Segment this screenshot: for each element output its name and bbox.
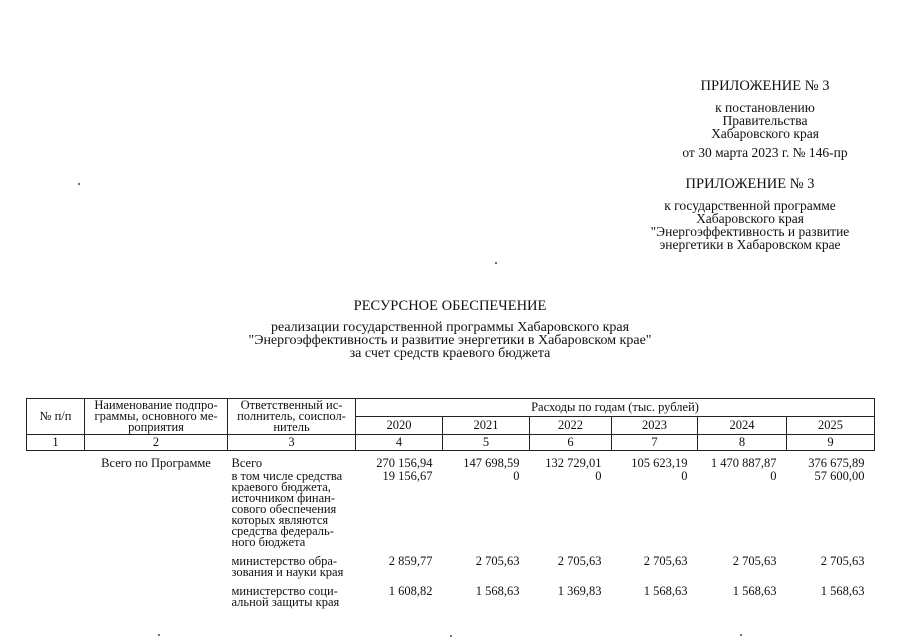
scan-speck [158,634,160,636]
table-row [27,457,875,470]
value-cell: 270 156,94 [376,456,433,470]
scan-speck [495,262,497,264]
row-name [85,585,228,609]
appendix-title: ПРИЛОЖЕНИЕ № 3 [700,78,830,94]
table-row [27,470,875,549]
appendix-line: к постановлению [715,100,815,115]
appendix-line: "Энергоэффективность и развитие [650,224,850,239]
document-title [200,300,700,360]
header-executor: Ответственный ис-полнитель, соиспол-нитель [228,399,356,435]
value-cell: 1 369,83 [557,584,602,598]
column-number: 5 [443,435,530,451]
header-name: Наименование подпро-граммы, основного ме-роприятия [85,399,228,435]
table-row [27,555,875,579]
column-number: 8 [698,435,787,451]
value-cell: 376 675,89 [808,456,865,470]
row-executor: министерство обра-зования и науки края [231,554,344,579]
appendix-title: ПРИЛОЖЕНИЕ № 3 [685,176,815,192]
row-executor: министерство соци-альной защиты края [231,584,340,609]
value-cell: 0 [595,469,602,483]
table-row [27,585,875,609]
appendix-line: Хабаровского края [696,211,804,226]
column-number: 7 [612,435,698,451]
value-cell: 2 705,63 [643,554,688,568]
value-cell: 2 705,63 [820,554,865,568]
value-cell: 0 [770,469,777,483]
value-cell: 1 470 887,87 [710,456,777,470]
header-year: 2025 [787,417,875,435]
appendix-date: от 30 марта 2023 г. № 146-пр [682,145,848,160]
document-title-line: реализации государственной программы Хабаровского края [270,320,630,335]
document-title-line: за счет средств краевого бюджета [349,346,551,361]
scan-speck [450,635,452,637]
column-number: 1 [27,435,85,451]
scan-speck [740,634,742,636]
header-expenses: Расходы по годам (тыс. рублей) [356,399,875,417]
header-year: 2022 [530,417,612,435]
appendix-line: к государственной программе [664,198,836,213]
value-cell: 1 568,63 [475,584,520,598]
document-title-line: "Энергоэффективность и развитие энергетики в Хабаровском крае" [248,333,652,348]
value-cell: 1 568,63 [732,584,777,598]
row-executor: Всего [231,456,263,470]
value-cell: 2 859,77 [388,554,433,568]
appendix-line: энергетики в Хабаровском крае [659,237,841,252]
scan-speck [78,183,80,185]
column-number: 6 [530,435,612,451]
column-number: 4 [356,435,443,451]
value-cell: 147 698,59 [463,456,520,470]
row-name: Всего по Программе [101,456,211,470]
value-cell: 0 [513,469,520,483]
value-cell: 132 729,01 [545,456,602,470]
value-cell: 105 623,19 [631,456,688,470]
appendix-line: Хабаровского края [711,126,819,141]
header-num: № п/п [27,399,85,435]
row-executor: в том числе средства краевого бюджета, источником финан-сового обеспечения которых являются средства федераль-ного бюджета [231,469,343,549]
appendix-line: Правительства [722,113,808,128]
value-cell: 2 705,63 [557,554,602,568]
document-title-main: РЕСУРСНОЕ ОБЕСПЕЧЕНИЕ [353,298,547,314]
value-cell: 2 705,63 [732,554,777,568]
value-cell: 0 [681,469,688,483]
header-year: 2023 [612,417,698,435]
value-cell: 57 600,00 [814,469,865,483]
header-year: 2020 [356,417,443,435]
value-cell: 1 608,82 [388,584,433,598]
row-name [85,555,228,579]
value-cell: 19 156,67 [382,469,433,483]
value-cell: 2 705,63 [475,554,520,568]
value-cell: 1 568,63 [643,584,688,598]
column-number: 3 [228,435,356,451]
column-number: 9 [787,435,875,451]
appendix-header-resolution [640,80,890,159]
value-cell: 1 568,63 [820,584,865,598]
resource-table [26,398,875,609]
appendix-header-program [625,178,875,251]
header-year: 2021 [443,417,530,435]
row-name [85,470,228,549]
column-number: 2 [85,435,228,451]
header-year: 2024 [698,417,787,435]
